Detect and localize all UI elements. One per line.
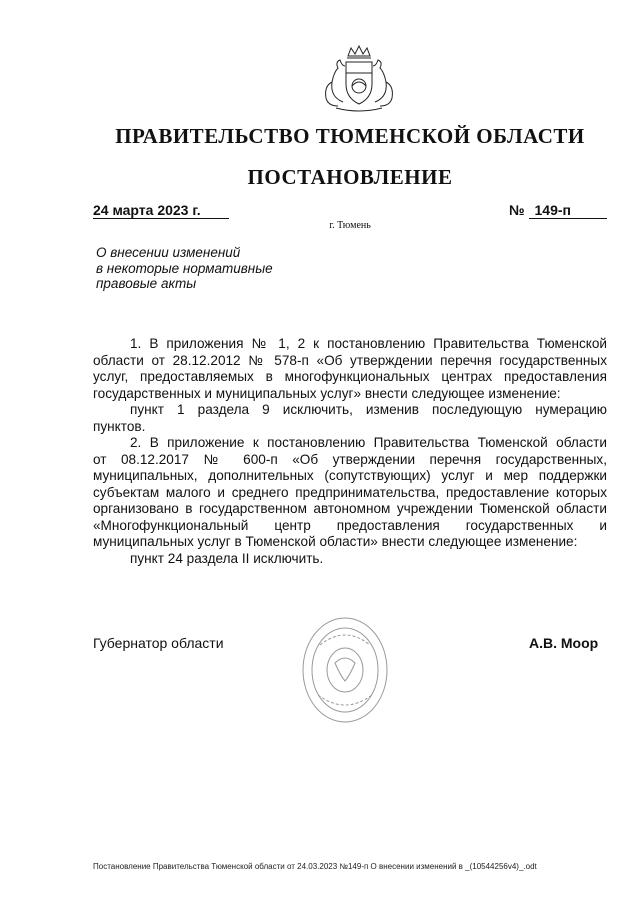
document-date: 24 марта 2023 г.	[93, 202, 229, 219]
number-value: 149-п	[529, 202, 607, 219]
coat-of-arms-emblem	[310, 42, 408, 114]
paragraph-1a-line: пункт 1 раздела 9 исключить, изменив последующую нумерацию	[130, 402, 607, 417]
official-seal-stamp	[300, 615, 390, 725]
signatory-position: Губернатор области	[93, 635, 224, 651]
document-subject	[96, 245, 316, 292]
city-label: г. Тюмень	[329, 220, 371, 231]
signatory-name: А.В. Моор	[529, 635, 599, 651]
document-footer: Постановление Правительства Тюменской области от 24.03.2023 №149-п О внесении изменений в _(10544256v4)_.odt	[93, 862, 537, 871]
government-title: ПРАВИТЕЛЬСТВО ТЮМЕНСКОЙ ОБЛАСТИ	[115, 124, 585, 148]
paragraph-1-line: услуг, предоставляемых в многофункциональных центрах предоставления	[93, 369, 607, 384]
paragraph-2-line: организовано в государственном автономном учреждении Тюменской области	[93, 501, 607, 516]
paragraph-2-line: «Многофункциональный центр предоставления государственных и	[93, 517, 607, 533]
paragraph-2-line: от 08.12.2017 № 600-п «Об утверждении перечня государственных,	[93, 451, 607, 467]
paragraph-1-line: государственных и муниципальных услуг» внести следующее изменение:	[93, 385, 561, 401]
subject-line: правовые акты	[96, 276, 197, 291]
paragraph-2a-line: пункт 24 раздела II исключить.	[130, 550, 324, 566]
paragraph-1-line: области от 28.12.2012 № 578-п «Об утверждении перечня государственных	[93, 352, 607, 368]
document-number	[509, 202, 607, 219]
paragraph-2-line: субъектам малого и среднего предпринимательства, предоставление которых	[93, 484, 607, 500]
paragraph-1a-line: пунктов.	[93, 418, 146, 434]
paragraph-2-line: 2. В приложение к постановлению Правительства Тюменской области	[130, 435, 607, 450]
subject-line: в некоторые нормативные	[96, 260, 273, 276]
subject-line: О внесении изменений	[96, 245, 241, 260]
paragraph-2-line: муниципальных, дополнительных (сопутствующих) услуг и мер поддержки	[93, 468, 607, 483]
document-type-title: ПОСТАНОВЛЕНИЕ	[247, 165, 453, 189]
document-body	[93, 336, 607, 567]
paragraph-2-line: муниципальных услуг в Тюменской области» внести следующее изменение:	[93, 534, 578, 549]
paragraph-1-line: 1. В приложения № 1, 2 к постановлению Правительства Тюменской	[130, 336, 607, 351]
number-sign: №	[509, 202, 525, 218]
